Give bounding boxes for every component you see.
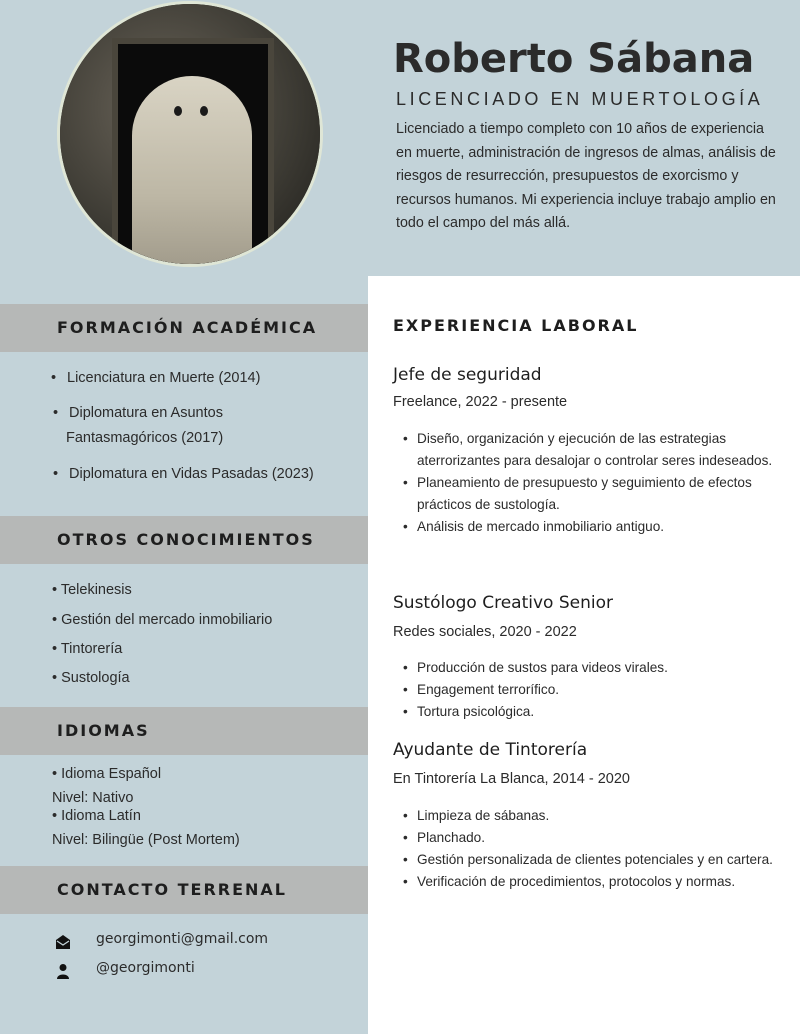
job-subtitle-1: Freelance, 2022 - presente — [393, 394, 568, 410]
skills-heading: OTROS CONOCIMIENTOS — [57, 530, 315, 549]
education-item: • Diplomatura en Vidas Pasadas (2023) — [69, 466, 314, 482]
experience-heading: EXPERIENCIA LABORAL — [393, 316, 639, 335]
job-title-1: Jefe de seguridad — [393, 365, 542, 385]
email-link[interactable]: georgimonti@gmail.com — [96, 931, 269, 947]
languages-heading-band — [0, 707, 368, 755]
job-title-2: Sustólogo Creativo Senior — [393, 593, 613, 613]
social-handle-link[interactable]: @georgimonti — [96, 960, 195, 976]
job-bullet: • Diseño, organización y ejecución de las estrategias aterrorizantes para desalojar o controlar seres indeseados. — [417, 428, 777, 472]
job-bullet: • Planchado. — [417, 827, 777, 849]
job-bullets-1 — [417, 428, 777, 538]
job-subtitle-2: Redes sociales, 2020 - 2022 — [393, 624, 577, 640]
job-subtitle-3: En Tintorería La Blanca, 2014 - 2020 — [393, 771, 630, 787]
skill-item: • Tintorería — [52, 641, 123, 657]
profile-summary: Licenciado a tiempo completo con 10 años de experiencia en muerte, administración de ingresos de almas, análisis de riesgos de resurrección, presupuestos de exorcismo y recursos humanos. Mi experiencia incluye trabajo amplio en todo el campo del más allá. — [396, 121, 776, 231]
person-name: Roberto Sábana — [393, 36, 755, 82]
education-heading: FORMACIÓN ACADÉMICA — [57, 318, 318, 337]
person-icon — [55, 963, 71, 979]
language-line: Nivel: Nativo — [52, 790, 134, 806]
skill-item: • Telekinesis — [52, 582, 132, 598]
job-bullet: • Tortura psicológica. — [417, 701, 777, 723]
profile-photo — [60, 4, 320, 264]
right-column — [368, 276, 800, 1034]
education-item: • Diplomatura en Asuntos — [69, 405, 223, 421]
job-bullet: • Gestión personalizada de clientes potenciales y en cartera. — [417, 849, 777, 871]
job-title: LICENCIADO EN MUERTOLOGÍA — [396, 89, 764, 109]
skill-item: • Gestión del mercado inmobiliario — [52, 612, 273, 628]
languages-heading: IDIOMAS — [57, 721, 150, 740]
ghost-figure — [132, 76, 252, 264]
job-bullet: • Producción de sustos para videos virales. — [417, 657, 777, 679]
education-heading-band — [0, 304, 368, 352]
job-bullet: • Planeamiento de presupuesto y seguimiento de efectos prácticos de sustología. — [417, 472, 777, 516]
job-bullets-3 — [417, 805, 777, 893]
language-line: • Idioma Latín — [52, 808, 141, 824]
skill-item: • Sustología — [52, 670, 130, 686]
job-bullet: • Limpieza de sábanas. — [417, 805, 777, 827]
education-item-continued: Fantasmagóricos (2017) — [66, 430, 224, 446]
job-title-3: Ayudante de Tintorería — [393, 740, 588, 760]
job-bullets-2 — [417, 657, 777, 723]
language-line: Nivel: Bilingüe (Post Mortem) — [52, 832, 240, 848]
language-line: • Idioma Español — [52, 766, 162, 782]
envelope-icon — [55, 934, 71, 950]
education-item: • Licenciatura en Muerte (2014) — [67, 370, 260, 386]
contact-heading: CONTACTO TERRENAL — [57, 880, 287, 899]
job-bullet: • Análisis de mercado inmobiliario antiguo. — [417, 516, 777, 538]
contact-heading-band — [0, 866, 368, 914]
skills-heading-band — [0, 516, 368, 564]
job-bullet: • Engagement terrorífico. — [417, 679, 777, 701]
job-bullet: • Verificación de procedimientos, protocolos y normas. — [417, 871, 777, 893]
